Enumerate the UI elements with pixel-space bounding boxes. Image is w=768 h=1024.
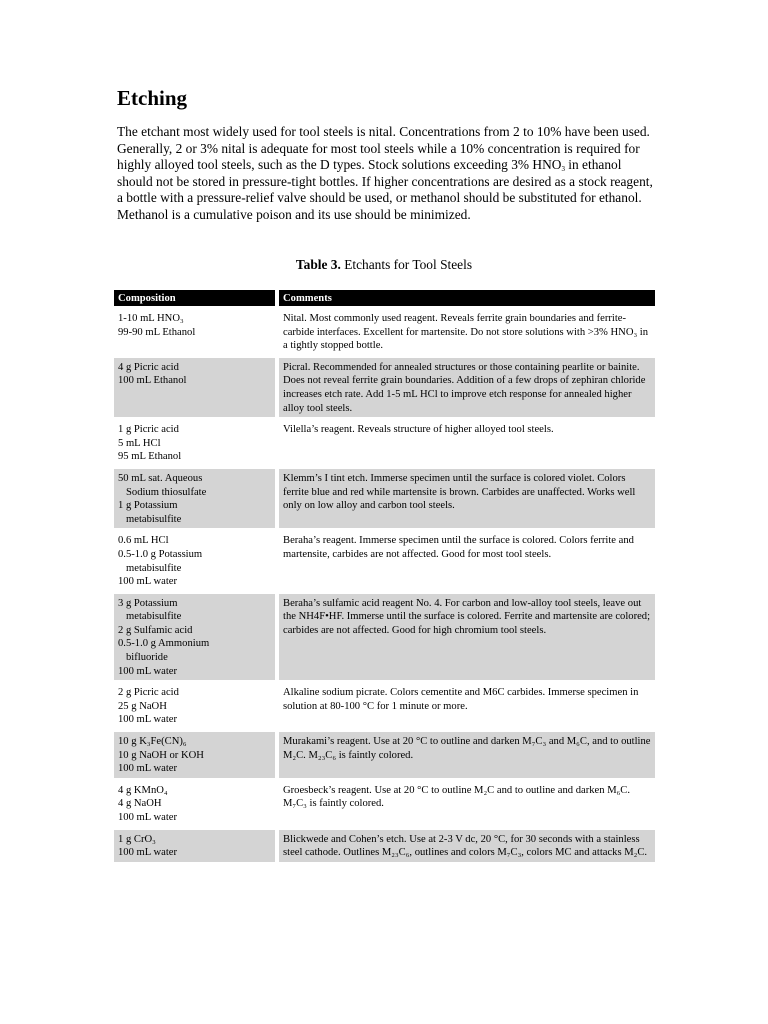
composition-cell <box>114 778 275 827</box>
composition-line: 100 mL water <box>118 847 178 859</box>
comments-cell: Nital. Most commonly used reagent. Reveals ferrite grain boundaries and ferrite-carbide interfaces. Excellent for martensite. Do not store solutions with >3% HNO₃ in a tightly stopped bottle. <box>275 306 655 355</box>
composition-line: metabisulfite <box>126 513 182 525</box>
composition-line: Sodium thiosulfate <box>126 486 207 498</box>
table-row <box>114 729 655 778</box>
composition-line: metabisulfite <box>126 611 182 623</box>
composition-line: 100 mL water <box>118 576 178 588</box>
table-row <box>114 680 655 729</box>
comments-cell: Groesbeck’s reagent. Use at 20 °C to outline M₂C and to outline and darken M₆C. M₇C₃ is faintly colored. <box>275 778 655 827</box>
composition-line: 100 mL water <box>118 665 178 677</box>
composition-line: 4 g Picric acid <box>118 361 179 373</box>
intro-text-part1: The etchant most widely used for tool steels is nital. Concentrations from 2 to 10% have been used. Generally, 2 or 3% nital is adequate for most tool steels while a 10% concentration is required for highly alloyed tool steels, such as the D types. Stock solutions exceeding 3% HNO <box>117 124 650 173</box>
composition-line: 50 mL sat. Aqueous <box>118 472 203 484</box>
comments-cell: Beraha’s reagent. Immerse specimen until the surface is colored. Colors ferrite and martensite, carbides are not affected. Good for most tool steels. <box>275 528 655 590</box>
composition-cell <box>114 306 275 355</box>
composition-line: 5 mL HCl <box>118 437 161 449</box>
composition-line: 25 g NaOH <box>118 700 167 712</box>
composition-line: 4 g KMnO₄ <box>118 784 168 796</box>
table-header-row <box>114 290 655 306</box>
etchants-table <box>114 290 655 862</box>
composition-line: bifluoride <box>126 652 168 664</box>
composition-cell <box>114 528 275 590</box>
composition-line: 10 g NaOH or KOH <box>118 749 204 761</box>
section-heading: Etching <box>117 86 188 110</box>
composition-cell <box>114 591 275 681</box>
composition-line: 0.5-1.0 g Potassium <box>118 548 203 560</box>
composition-line: 100 mL Ethanol <box>118 375 187 387</box>
composition-line: 99-90 mL Ethanol <box>118 326 196 338</box>
composition-line: 0.5-1.0 g Ammonium <box>118 638 210 650</box>
comments-cell: Murakami’s reagent. Use at 20 °C to outline and darken M₇C₃ and M₆C, and to outline M₂C. M₂₃C₆ is faintly colored. <box>275 729 655 778</box>
composition-line: 1 g Picric acid <box>118 424 179 436</box>
table-row <box>114 827 655 862</box>
comments-cell: Blickwede and Cohen’s etch. Use at 2-3 V dc, 20 °C, for 30 seconds with a stainless steel cathode. Outlines M₂₃C₆, outlines and colors M₇C₃, colors MC and attacks M₂C. <box>275 827 655 862</box>
table-caption-text: Etchants for Tool Steels <box>344 257 473 272</box>
comments-cell: Beraha’s sulfamic acid reagent No. 4. For carbon and low-alloy tool steels, leave out the NH4F•HF. Immerse until the surface is colored. Ferrite and martensite are colored; carbides are not affected. Good for high chromium tool steels. <box>275 591 655 681</box>
composition-cell <box>114 827 275 862</box>
column-header-comments: Comments <box>275 290 655 306</box>
comments-cell: Alkaline sodium picrate. Colors cementite and M6C carbides. Immerse specimen in solution at 80-100 °C for 1 minute or more. <box>275 680 655 729</box>
comments-cell: Vilella’s reagent. Reveals structure of higher alloyed tool steels. <box>275 417 655 466</box>
composition-line: 1-10 mL HNO₃ <box>118 313 184 324</box>
table-row <box>114 466 655 528</box>
comments-cell: Klemm’s I tint etch. Immerse specimen until the surface is colored violet. Colors ferrite blue and red while martensite is brown. Carbides are unaffected. Works well only on low alloy and carbon tool steels. <box>275 466 655 528</box>
intro-paragraph <box>117 124 657 224</box>
column-header-composition: Composition <box>114 290 275 306</box>
composition-cell <box>114 466 275 528</box>
table-row <box>114 591 655 681</box>
table-caption <box>0 257 768 273</box>
composition-line: 100 mL water <box>118 714 178 726</box>
composition-line: 2 g Picric acid <box>118 687 179 699</box>
composition-line: 100 mL water <box>118 812 178 823</box>
composition-line: 95 mL Ethanol <box>118 451 182 463</box>
composition-line: 100 mL water <box>118 763 178 775</box>
table-body <box>114 306 655 862</box>
composition-line: 4 g NaOH <box>118 798 162 810</box>
composition-cell <box>114 417 275 466</box>
table-row <box>114 778 655 827</box>
composition-line: 1 g Potassium <box>118 500 178 512</box>
intro-subscript: 3 <box>561 165 565 174</box>
composition-cell <box>114 729 275 778</box>
table-row <box>114 417 655 466</box>
intro-text-part2: in ethanol should not be stored in pressure-tight bottles. If higher concentrations are desired as a stock reagent, a bottle with a pressure-relief valve should be used, or methanol should be substituted for ethanol. Methanol is a cumulative poison and its use should be minimized. <box>117 157 653 222</box>
comments-cell: Picral. Recommended for annealed structures or those containing pearlite or bainite. Does not reveal ferrite grain boundaries. Addition of a few drops of zephiran chloride increases etch rate. Add 1-5 mL HCl to improve etch response for annealed higher alloy tool steels. <box>275 355 655 417</box>
table-row <box>114 528 655 590</box>
composition-cell <box>114 680 275 729</box>
composition-cell <box>114 355 275 417</box>
composition-line: 10 g K₃Fe(CN)₆ <box>118 736 187 748</box>
table-caption-label: Table 3. <box>295 257 341 272</box>
composition-line: 3 g Potassium <box>118 597 178 609</box>
composition-line: metabisulfite <box>126 562 182 574</box>
composition-line: 1 g CrO₃ <box>118 833 156 845</box>
table-row <box>114 306 655 355</box>
composition-line: 2 g Sulfamic acid <box>118 624 193 636</box>
table-row <box>114 355 655 417</box>
composition-line: 0.6 mL HCl <box>118 535 169 547</box>
